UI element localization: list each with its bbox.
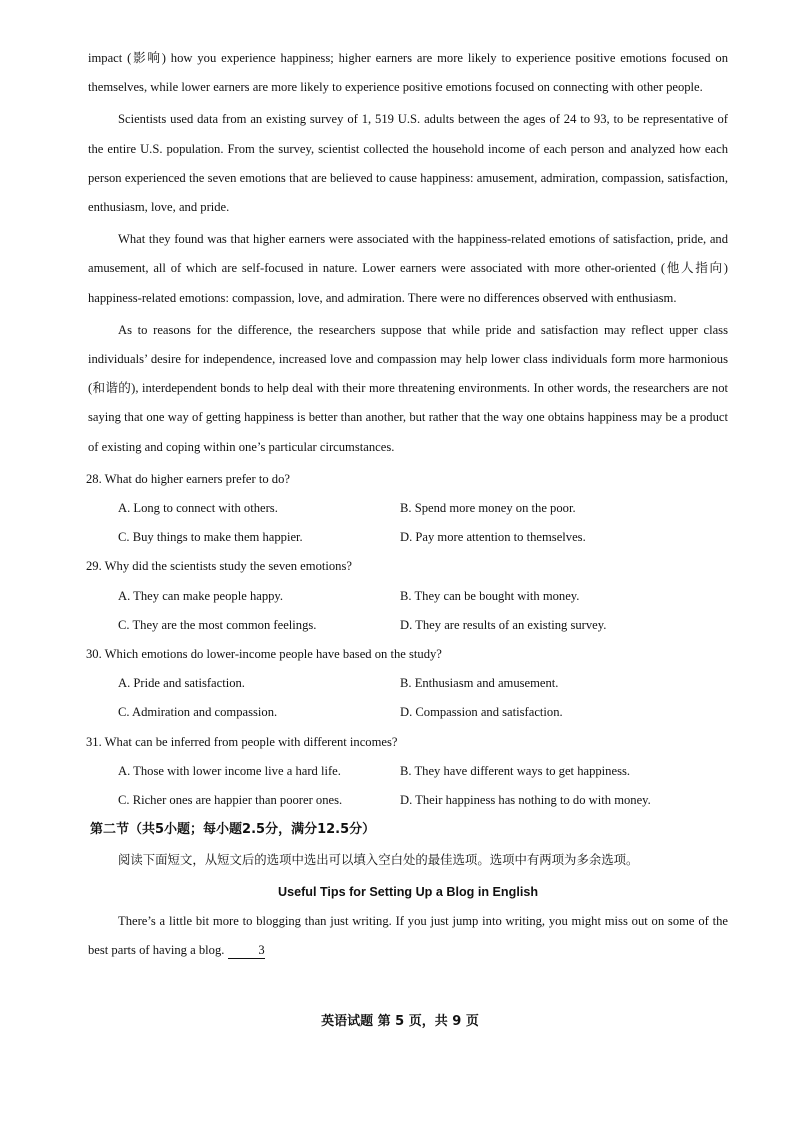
passage-paragraph-4: As to reasons for the difference, the researchers suppose that while pride and satisfaction may reflect upper class individuals’ desire for independence, increased love and compassion may help lower class individuals form more harmonious (和谐的), interdependent bonds to help deal with their more threatening environments. In other words, the researchers are not saying that one way of getting happiness is better than another, but rather that the way one obtains happiness may be a product of existing and coping within one’s particular circumstances. — [88, 322, 728, 454]
option-c[interactable]: C. They are the most common feelings. — [118, 617, 317, 632]
section-heading: 第二节（共5小题；每小题2.5分，满分12.5分） — [90, 822, 376, 838]
option-a[interactable]: A. Long to connect with others. — [118, 501, 278, 516]
question-stem: 29. Why did the scientists study the seven emotions? — [86, 559, 352, 574]
section-two — [88, 815, 728, 965]
option-c[interactable]: C. Buy things to make them happier. — [118, 530, 303, 545]
option-d[interactable]: D. Their happiness has nothing to do with money. — [400, 793, 651, 808]
question-29 — [88, 552, 728, 640]
page-footer: 英语试题 第 5 页，共 9 页 — [321, 1014, 479, 1029]
section-instruction: 阅读下面短文，从短文后的选项中选出可以填入空白处的最佳选项。选项中有两项为多余选项。 — [118, 852, 639, 868]
question-28 — [88, 465, 728, 553]
reading-passage — [88, 44, 728, 462]
option-b[interactable]: B. Enthusiasm and amusement. — [400, 676, 559, 691]
question-stem: 30. Which emotions do lower-income people have based on the study? — [86, 647, 442, 662]
option-b[interactable]: B. Spend more money on the poor. — [400, 501, 576, 516]
question-stem: 31. What can be inferred from people with different incomes? — [86, 734, 398, 749]
option-a[interactable]: A. Pride and satisfaction. — [118, 676, 245, 691]
answer-options — [118, 757, 728, 815]
answer-options — [118, 494, 728, 552]
blog-title: Useful Tips for Setting Up a Blog in English — [277, 885, 539, 900]
question-stem: 28. What do higher earners prefer to do? — [86, 471, 290, 486]
passage-paragraph-2: Scientists used data from an existing survey of 1, 519 U.S. adults between the ages of 24 to 93, to be representative of the entire U.S. population. From the survey, scientist collected the household income of each person and analyzed how each person experienced the seven emotions that are believed to cause happiness: amusement, admiration, compassion, satisfaction, enthusiasm, love, and pride. — [88, 112, 728, 215]
question-30 — [88, 640, 728, 728]
option-b[interactable]: B. They have different ways to get happiness. — [400, 763, 631, 778]
answer-blank[interactable]: 3 — [228, 942, 264, 959]
option-a[interactable]: A. They can make people happy. — [118, 588, 284, 603]
option-c[interactable]: C. Admiration and compassion. — [118, 705, 278, 720]
option-d[interactable]: D. Compassion and satisfaction. — [400, 705, 563, 720]
option-b[interactable]: B. They can be bought with money. — [400, 588, 580, 603]
answer-options — [118, 669, 728, 727]
option-c[interactable]: C. Richer ones are happier than poorer ones. — [118, 793, 343, 808]
option-d[interactable]: D. Pay more attention to themselves. — [400, 530, 586, 545]
blog-intro-paragraph — [88, 907, 728, 965]
page-content — [88, 44, 728, 969]
question-31 — [88, 728, 728, 816]
passage-paragraph-3: What they found was that higher earners were associated with the happiness-related emotions of satisfaction, pride, and amusement, all of which are self-focused in nature. Lower earners were associated with more other-oriented (他人指向) happiness-related emotions: compassion, love, and admiration. There were no differences observed with enthusiasm. — [88, 232, 728, 305]
passage-paragraph-1: impact (影响) how you experience happiness; higher earners are more likely to experience positive emotions focused on themselves, while lower earners are more likely to experience positive emotions focused on connecting with other people. — [88, 51, 728, 95]
option-d[interactable]: D. They are results of an existing survey. — [400, 617, 607, 632]
option-a[interactable]: A. Those with lower income live a hard life. — [118, 763, 341, 778]
answer-options — [118, 582, 728, 640]
blog-intro-text: There’s a little bit more to blogging than just writing. If you just jump into writing, you might miss out on some of the best parts of having a blog. — [88, 914, 728, 958]
